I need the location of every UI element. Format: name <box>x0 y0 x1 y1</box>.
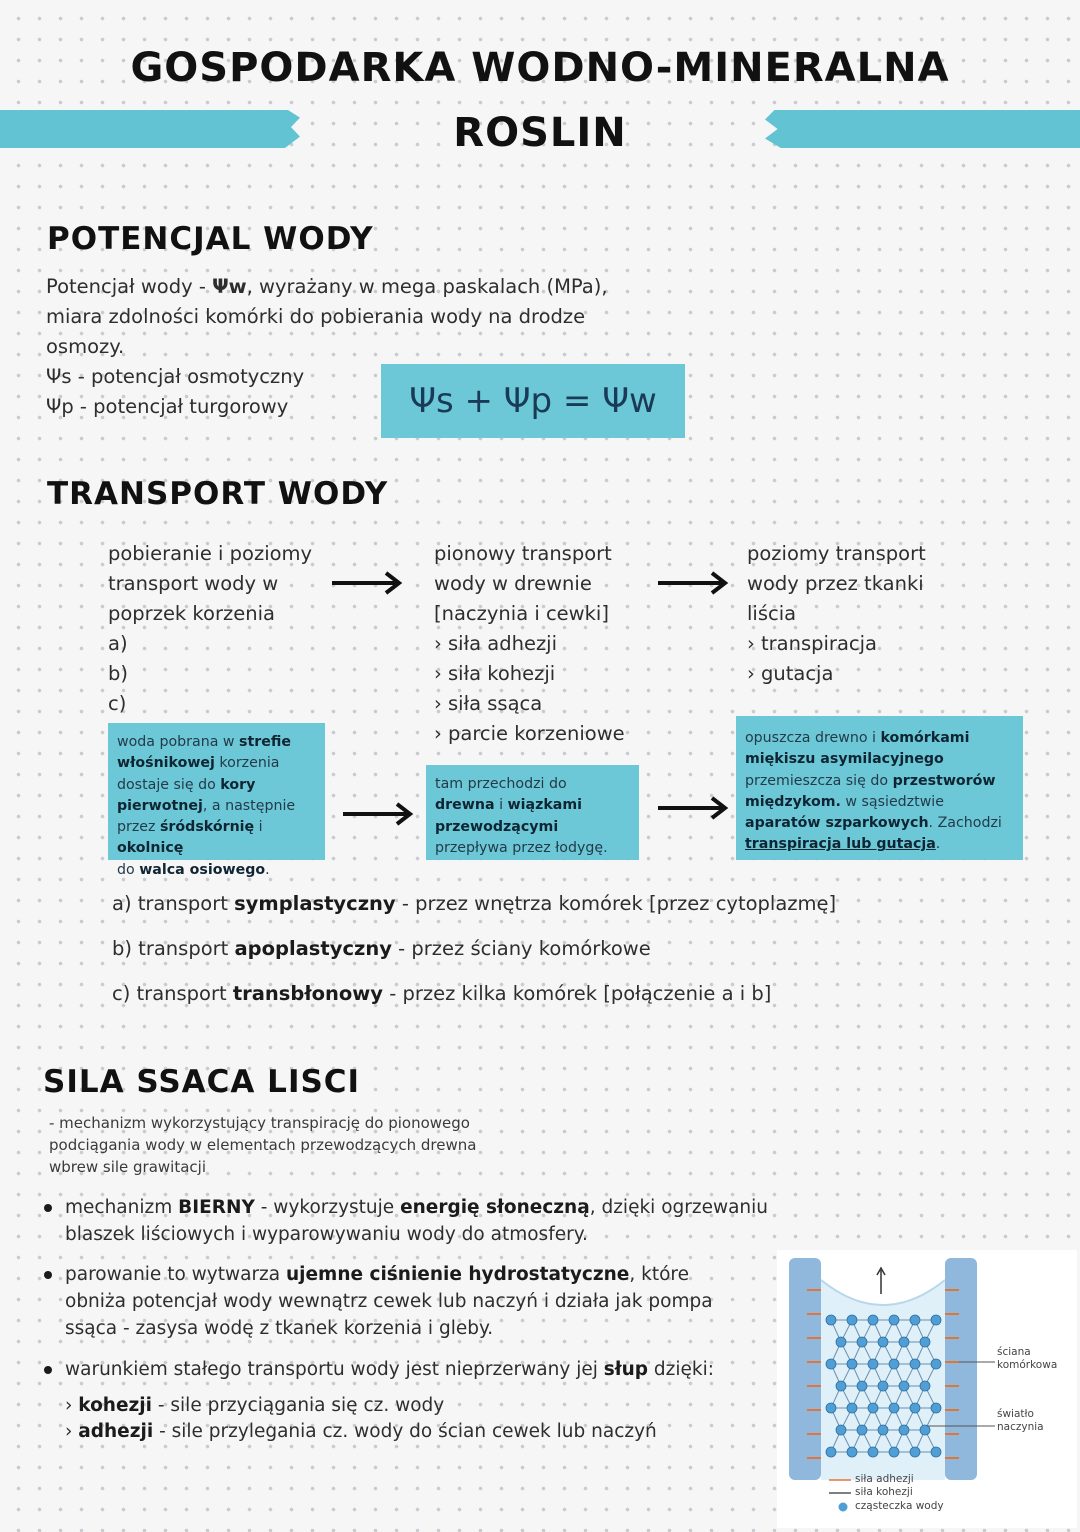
water-molecule <box>836 1381 846 1391</box>
water-molecule <box>899 1425 909 1435</box>
water-molecule <box>857 1381 867 1391</box>
water-molecule <box>878 1337 888 1347</box>
transport-col2: pionowy transport wody w drewnie [naczynia i cewki] › siła adhezji › siła kohezji › siła ssąca › parcie korzeniowe <box>434 542 625 745</box>
potencjal-heading: POTENCJAL WODY <box>47 221 374 257</box>
water-molecule <box>847 1447 857 1457</box>
sila-bullet-1: mechanizm BIERNY - wykorzystuje energię słoneczną, dzięki ogrzewaniu blaszek liściowych i wyparowywaniu wody do atmosfery. <box>65 1197 769 1245</box>
water-molecule <box>910 1447 920 1457</box>
legend-molecule: cząsteczka wody <box>855 1500 944 1512</box>
transport-heading: TRANSPORT WODY <box>47 476 389 512</box>
water-molecule <box>910 1403 920 1413</box>
page-title-line1: GOSPODARKA WODNO-MINERALNA <box>130 45 950 91</box>
bullet-icon <box>44 1271 52 1279</box>
water-molecule <box>878 1425 888 1435</box>
water-molecule <box>847 1359 857 1369</box>
water-molecule <box>826 1403 836 1413</box>
sila-sub-adhezja: › adhezji - sile przylegania cz. wody do ścian cewek lub naczyń <box>65 1421 657 1442</box>
sila-sub-kohezja: › kohezji - sile przyciągania się cz. wody <box>65 1395 445 1416</box>
potencjal-line3: osmozy. <box>46 335 125 358</box>
water-molecule <box>826 1447 836 1457</box>
formula-box: Ψs + Ψp = Ψw <box>381 364 685 438</box>
water-molecule <box>889 1447 899 1457</box>
water-molecule <box>836 1425 846 1435</box>
water-molecule <box>847 1403 857 1413</box>
bullet-icon <box>44 1366 52 1374</box>
vessel-wall-left <box>789 1258 821 1480</box>
potencjal-line2: miara zdolności komórki do pobierania wody na drodze <box>46 305 586 328</box>
sila-bullet-3: warunkiem stałego transportu wody jest nieprzerwany jej słup dzięki: <box>65 1359 714 1380</box>
water-molecule <box>857 1425 867 1435</box>
arrow-right-icon <box>658 795 730 821</box>
sila-description: - mechanizm wykorzystujący transpirację do pionowego podciągania wody w elementach przewodzących drewna wbrew sile grawitacji <box>49 1114 477 1176</box>
water-molecule <box>889 1315 899 1325</box>
arrow-right-icon <box>658 570 730 596</box>
header-brush-left <box>0 110 300 148</box>
xylem-vessel-illustration <box>777 1250 1077 1528</box>
arrow-right-icon <box>343 801 415 827</box>
water-molecule <box>847 1315 857 1325</box>
root-transport-box: woda pobrana w strefie włośnikowej korzenia dostaje się do kory pierwotnej, a następnie przez śródskórnię i okolnicę do walca osiowego. <box>108 723 325 860</box>
water-molecule <box>931 1315 941 1325</box>
water-molecule <box>826 1315 836 1325</box>
sila-heading: SILA SSACA LISCI <box>43 1064 361 1100</box>
header-brush-right <box>765 110 1080 148</box>
water-molecule <box>868 1403 878 1413</box>
water-molecule <box>899 1337 909 1347</box>
transport-col3: poziomy transport wody przez tkanki liścia › transpiracja › gutacja <box>747 542 926 685</box>
potencjal-line5: Ψp - potencjał turgorowy <box>46 395 289 418</box>
potencjal-line1: Potencjał wody - Ψw, wyrażany w mega paskalach (MPa), <box>46 275 608 298</box>
transport-type-a: a) transport symplastyczny - przez wnętrza komórek [przez cytoplazmę] <box>112 892 837 915</box>
water-molecule <box>899 1381 909 1391</box>
water-molecule <box>931 1447 941 1457</box>
potencjal-line4: Ψs - potencjał osmotyczny <box>46 365 305 388</box>
water-molecule <box>889 1359 899 1369</box>
water-molecule <box>910 1359 920 1369</box>
water-molecule <box>931 1403 941 1413</box>
vessel-lumen <box>821 1280 945 1480</box>
stem-transport-box: tam przechodzi do drewna i wiązkami przewodzącymi przepływa przez łodygę. <box>426 765 639 860</box>
water-molecule <box>920 1337 930 1347</box>
water-molecule <box>826 1359 836 1369</box>
water-molecule <box>889 1403 899 1413</box>
water-molecule <box>857 1337 867 1347</box>
transport-type-b: b) transport apoplastyczny - przez ściany komórkowe <box>112 937 651 960</box>
legend-adhesion: siła adhezji <box>855 1473 914 1485</box>
water-molecule <box>868 1447 878 1457</box>
leaf-transport-box: opuszcza drewno i komórkami miękiszu asymilacyjnego przemieszcza się do przestworów międzykom. w sąsiedztwie aparatów szparkowych. Zachodzi transpiracja lub gutacja. <box>736 716 1023 860</box>
bullet-icon <box>44 1204 52 1212</box>
transport-type-c: c) transport transbłonowy - przez kilka komórek [połączenie a i b] <box>112 982 772 1005</box>
water-molecule <box>931 1359 941 1369</box>
water-molecule <box>878 1381 888 1391</box>
water-molecule <box>836 1337 846 1347</box>
water-molecule <box>868 1359 878 1369</box>
label-cell-wall: ściana komórkowa <box>997 1346 1058 1371</box>
label-vessel-lumen: światło naczynia <box>997 1408 1044 1433</box>
water-molecule <box>910 1315 920 1325</box>
vessel-wall-right <box>945 1258 977 1480</box>
xylem-diagram <box>777 1250 1077 1528</box>
arrow-right-icon <box>332 570 404 596</box>
water-molecule <box>920 1381 930 1391</box>
page-title-line2: ROSLIN <box>453 110 627 156</box>
legend-cohesion: siła kohezji <box>855 1486 913 1498</box>
sila-bullet-2: parowanie to wytwarza ujemne ciśnienie hydrostatyczne, które obniża potencjał wody wewnątrz cewek lub naczyń i działa jak pompa ssąca - zasysa wodę z tkanek korzenia i gleby. <box>65 1264 713 1339</box>
transport-col1: pobieranie i poziomy transport wody w poprzek korzenia a) b) c) <box>108 542 313 715</box>
water-molecule <box>868 1315 878 1325</box>
